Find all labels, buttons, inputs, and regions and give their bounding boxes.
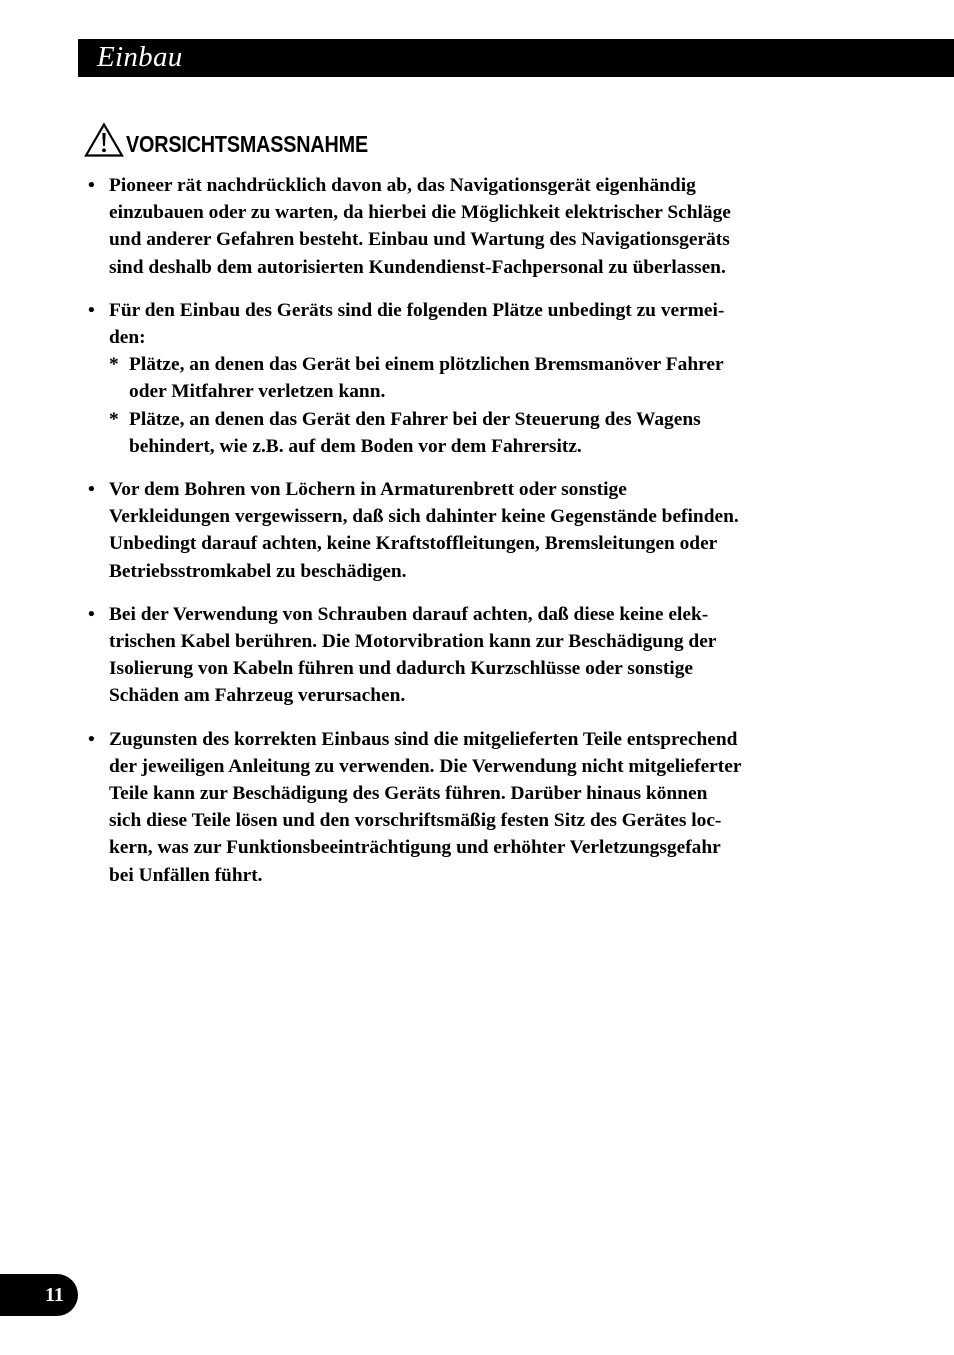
section-header-bar [78,39,954,77]
bullet-mark: • [88,175,95,196]
text-line: Isolierung von Kabeln führen und dadurch Kurzschlüsse oder sonstige [109,658,694,680]
text-line: einzubauen oder zu warten, da hierbei die Möglichkeit elektrischer Schläge [109,202,731,224]
text-line: Vor dem Bohren von Löchern in Armaturenbrett oder sonstige [109,479,627,501]
bullet-mark: • [88,603,95,625]
text-line: Bei der Verwendung von Schrauben darauf achten, daß diese keine elek- [109,603,709,625]
bullet-mark: • [88,299,95,321]
page-number-tab [0,1274,78,1316]
sub-list-item [109,351,888,405]
text-line: Schäden am Fahrzeug verursachen. [109,685,406,707]
text-line: Teile kann zur Beschädigung des Geräts führen. Darüber hinaus können [109,783,708,805]
caution-list [88,172,888,905]
text-line: trischen Kabel berühren. Die Motorvibration kann zur Beschädigung der [109,631,717,653]
text-line: bei Unfällen führt. [109,864,263,886]
text-line: Plätze, an denen das Gerät bei einem plötzlichen Bremsmanöver Fahrer [129,354,724,376]
text-line: Zugunsten des korrekten Einbaus sind die mitgelieferten Teile entsprechend [109,728,738,750]
list-item [88,601,888,710]
caution-title: VORSICHTSMASSNAHME [126,131,368,157]
text-line: sich diese Teile lösen und den vorschriftsmäßig festen Sitz des Gerätes loc- [109,810,722,832]
text-line: Pioneer rät nachdrücklich davon ab, das Navigationsgerät eigenhändig [109,175,696,196]
text-line: Für den Einbau des Geräts sind die folgenden Plätze unbedingt zu vermei- [109,299,725,321]
text-line: und anderer Gefahren besteht. Einbau und Wartung des Navigationsgeräts [109,229,730,251]
list-item [88,476,888,585]
bullet-mark: • [88,728,95,750]
text-line: behindert, wie z.B. auf dem Boden vor dem Fahrersitz. [129,435,582,457]
text-line: den: [109,327,146,349]
asterisk-mark: * [109,354,119,376]
text-line: Unbedingt darauf achten, keine Kraftstoffleitungen, Bremsleitungen oder [109,533,718,555]
text-line: sind deshalb dem autorisierten Kundendienst-Fachpersonal zu überlassen. [109,256,726,278]
list-item [88,172,888,281]
text-line: Verkleidungen vergewissern, daß sich dahinter keine Gegenstände befinden. [109,506,739,528]
asterisk-mark: * [109,408,119,430]
caution-heading [84,118,407,158]
text-line: oder Mitfahrer verletzen kann. [129,381,386,403]
list-item [88,297,888,460]
text-line: Plätze, an denen das Gerät den Fahrer bei der Steuerung des Wagens [129,408,701,430]
bullet-mark: • [88,479,95,501]
section-title: Einbau [97,41,183,73]
page-number: 11 [45,1284,64,1306]
text-line: der jeweiligen Anleitung zu verwenden. Die Verwendung nicht mitgelieferter [109,755,742,777]
sub-list-item [109,406,888,460]
text-line: kern, was zur Funktionsbeeinträchtigung und erhöhter Verletzungsgefahr [109,837,721,859]
list-item [88,726,888,889]
text-line: Betriebsstromkabel zu beschädigen. [109,560,407,582]
warning-triangle-icon [84,122,124,158]
